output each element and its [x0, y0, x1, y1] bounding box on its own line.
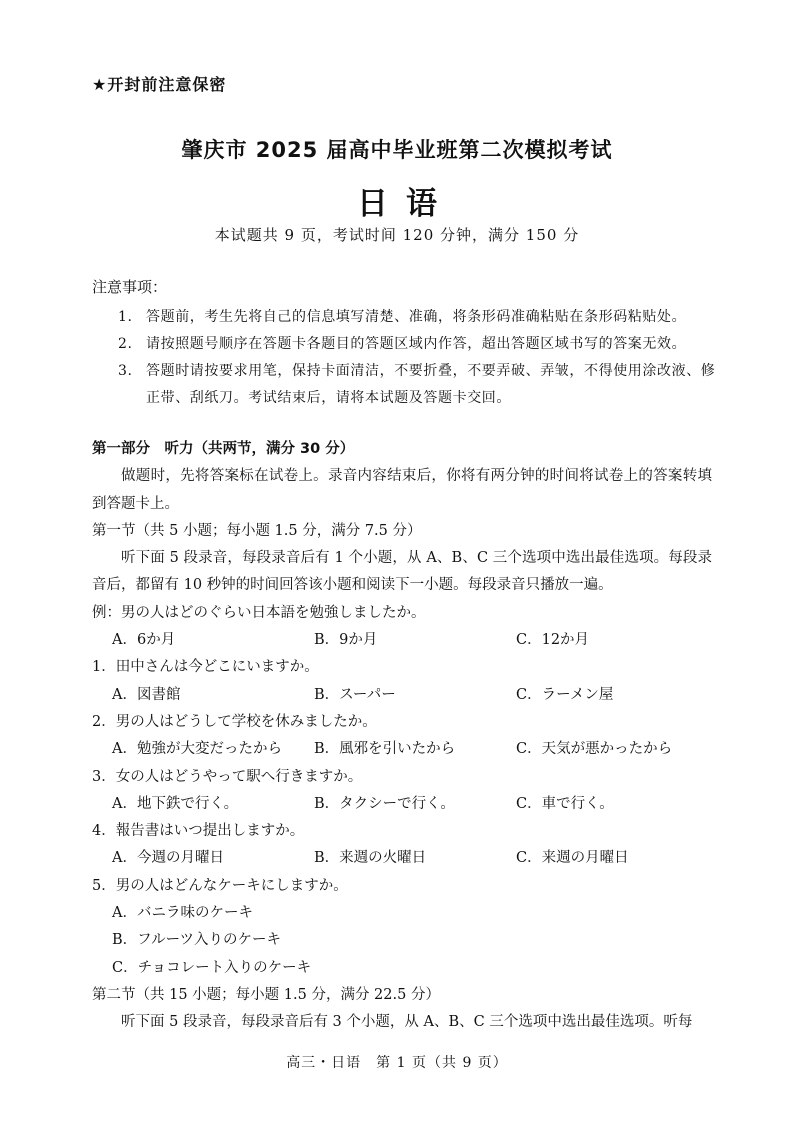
notice-item	[118, 358, 718, 412]
notice-number: 1.	[118, 309, 133, 325]
option-a: A．今週の月曜日	[112, 850, 224, 867]
notice-text: 答题时请按要求用笔，保持卡面清洁，不要折叠，不要弄破、弄皱，不得使用涂改液、修正带、刮纸刀。考试结束后，请将本试题及答题卡交回。	[146, 363, 716, 406]
question-4-options	[92, 845, 712, 872]
option-c: C．車で行く。	[516, 795, 614, 812]
question-4: 4．報告書はいつ提出しますか。	[92, 823, 305, 840]
option-b: B．9か月	[314, 632, 378, 649]
option-b: B．スーパー	[314, 686, 396, 703]
notice-text: 请按照题号顺序在答题卡各题目的答题区域内作答，超出答题区域书写的答案无效。	[146, 336, 687, 352]
notice-number: 3.	[118, 363, 133, 379]
confidential-notice: ★开封前注意保密	[92, 75, 227, 94]
option-a: A．勉強が大変だったから	[112, 741, 282, 758]
subject-title: 日语	[357, 186, 455, 222]
option-b: B．タクシーで行く。	[314, 795, 455, 812]
option-c: C．12か月	[516, 632, 590, 649]
exam-info: 本试题共 9 页，考试时间 120 分钟，满分 150 分	[214, 226, 580, 244]
question-2: 2．男の人はどうして学校を休みましたか。	[92, 713, 377, 730]
example-options	[92, 627, 712, 654]
listening-part	[92, 436, 712, 1037]
option-b: B．来週の火曜日	[314, 850, 427, 867]
question-3-options	[92, 791, 712, 818]
notice-heading: 注意事项：	[92, 278, 168, 296]
page-footer: 高三・日语 第 1 页（共 9 页）	[286, 1055, 508, 1071]
option-a: A．地下鉄で行く。	[112, 795, 239, 812]
section1-title: 第一节（共 5 小题；每小题 1.5 分，满分 7.5 分）	[92, 522, 422, 539]
exam-title: 肇庆市 2025 届高中毕业班第二次模拟考试	[181, 138, 613, 162]
section2-instruction: 听下面 5 段录音，每段录音后有 3 个小题，从 A、B、C 三个选项中选出最佳选项。听每	[121, 1014, 693, 1031]
section2-title: 第二节（共 15 小题；每小题 1.5 分，满分 22.5 分）	[92, 986, 440, 1003]
option-c: C．天気が悪かったから	[516, 741, 673, 758]
part1-instruction: 做题时，先将答案标在试卷上。录音内容结束后，你将有两分钟的时间将试卷上的答案转填到答题卡上。	[92, 468, 712, 512]
notice-item	[118, 304, 718, 331]
section1-instruction: 听下面 5 段录音，每段录音后有 1 个小题，从 A、B、C 三个选项中选出最佳选项。每段录音后，都留有 10 秒钟的时间回答该小题和阅读下一小题。每段录音只播放一遍。	[92, 550, 712, 594]
option-b: B．風邪を引いたから	[314, 741, 456, 758]
option-a: A．図書館	[112, 686, 181, 703]
question-2-options	[92, 736, 712, 763]
option-a: A．バニラ味のケーキ	[112, 905, 253, 922]
question-5: 5．男の人はどんなケーキにしますか。	[92, 877, 348, 894]
option-c: C．来週の月曜日	[516, 850, 629, 867]
notice-item	[118, 331, 718, 358]
option-a: A．6か月	[112, 632, 176, 649]
option-c: C．ラーメン屋	[516, 686, 614, 703]
question-1-options	[92, 682, 712, 709]
part1-title: 第一部分 听力（共两节，满分 30 分）	[92, 441, 355, 457]
notice-number: 2.	[118, 336, 133, 352]
question-1: 1．田中さんは今どこにいますか。	[92, 659, 319, 676]
notice-text: 答题前，考生先将自己的信息填写清楚、准确，将条形码准确粘贴在条形码粘贴处。	[146, 309, 687, 325]
option-b: B．フルーツ入りのケーキ	[112, 932, 281, 949]
example-question: 例：男の人はどのぐらい日本語を勉強しましたか。	[92, 604, 426, 621]
notice-list	[118, 304, 718, 412]
option-c: C．チョコレート入りのケーキ	[112, 959, 312, 976]
question-3: 3．女の人はどうやって駅へ行きますか。	[92, 768, 363, 785]
